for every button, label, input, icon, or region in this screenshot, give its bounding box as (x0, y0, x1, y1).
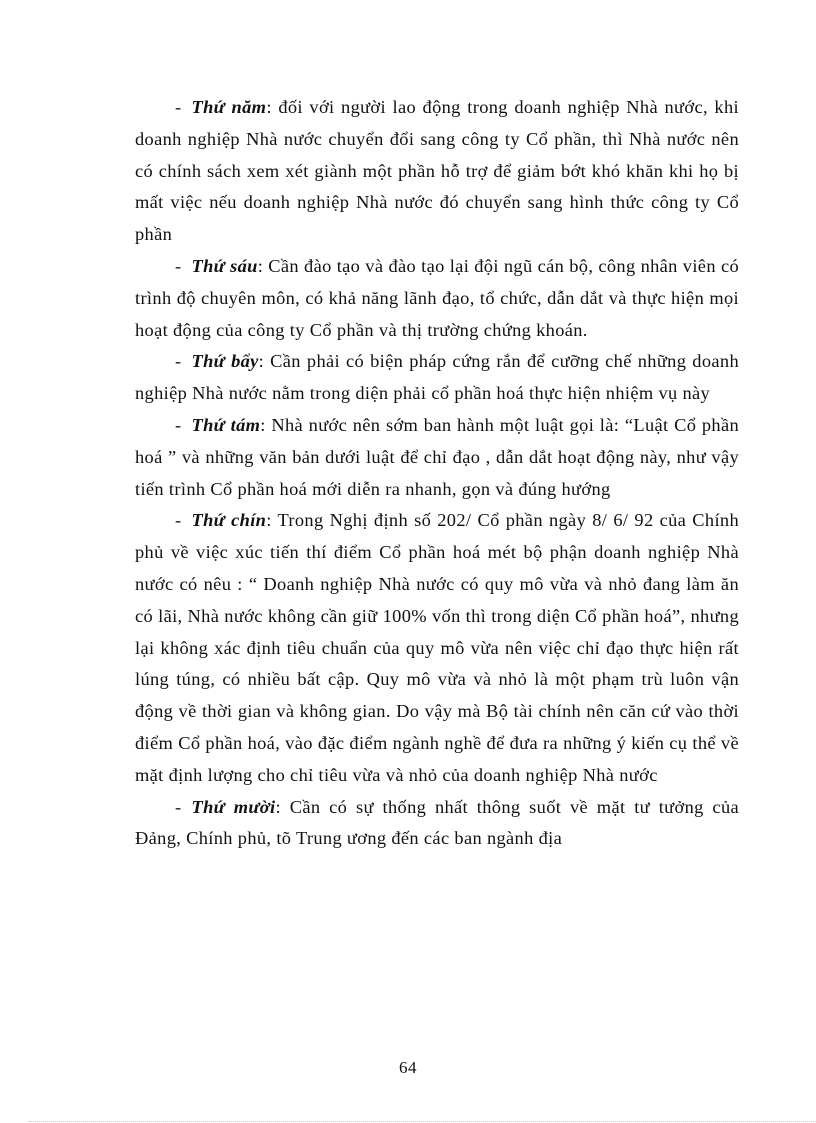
paragraph-text: : Cần có sự thống nhất thông suốt về mặt tư tưởng của Đảng, Chính phủ, tõ Trung ương đến các ban ngành địa (135, 796, 739, 849)
paragraph-thu-sau (135, 251, 739, 346)
list-dash: - (175, 255, 182, 276)
paragraph-thu-bay (135, 346, 739, 410)
list-dash: - (175, 510, 182, 531)
paragraph-thu-chin (135, 505, 739, 791)
paragraph-text: : đối với người lao động trong doanh nghiệp Nhà nước, khi doanh nghiệp Nhà nước chuyển đổi sang công ty Cổ phần, thì Nhà nước nên có chính sách xem xét giành một phần hỗ trợ để giảm bớt khó khăn khi họ bị mất việc nếu doanh nghiệp Nhà nước đó chuyển sang hình thức công ty Cổ phần (135, 97, 739, 245)
paragraph-thu-muoi (135, 792, 739, 856)
paragraph-lead: Thứ sáu (191, 255, 258, 276)
page-number: 64 (399, 1058, 417, 1077)
list-dash: - (175, 351, 182, 372)
list-dash: - (175, 97, 182, 117)
paragraph-text: : Cần đào tạo và đào tạo lại đội ngũ cán bộ, công nhân viên có trình độ chuyên môn, có khả năng lãnh đạo, tổ chức, dẫn dắt và thực hiện mọi hoạt động của công ty Cổ phần và thị trường chứng khoán. (135, 255, 740, 340)
body-text (135, 92, 739, 855)
list-dash: - (175, 414, 182, 435)
paragraph-text: : Trong Nghị định số 202/ Cổ phần ngày 8/ 6/ 92 của Chính phủ về việc xúc tiến thí điểm Cổ phần hoá mét bộ phận doanh nghiệp Nhà nước có nêu : “ Doanh nghiệp Nhà nước có quy mô vừa và nhỏ đang làm ăn có lãi, Nhà nước không cần giữ 100% vốn thì trong diện Cổ phần hoá”, nhưng lại không xác định tiêu chuẩn của quy mô vừa nên việc chỉ đạo thực hiện rất lúng túng, có nhiều bất cập. Quy mô vừa và nhỏ là một phạm trù luôn vận động về thời gian và không gian. Do vậy mà Bộ tài chính nên căn cứ vào thời điểm Cổ phần hoá, vào đặc điểm ngành nghề để đưa ra những ý kiến cụ thể về mặt định lượng cho chỉ tiêu vừa và nhỏ của doanh nghiệp Nhà nước (135, 510, 739, 785)
paragraph-thu-nam (135, 92, 739, 251)
paragraph-lead: Thứ bẩy (191, 351, 259, 372)
page-bottom-divider (28, 1121, 816, 1122)
paragraph-lead: Thứ tám (191, 414, 261, 435)
paragraph-text: : Nhà nước nên sớm ban hành một luật gọi là: “Luật Cổ phần hoá ” và những văn bản dưới luật để chỉ đạo , dẫn dắt hoạt động này, như vậy tiến trình Cổ phần hoá mới diễn ra nhanh, gọn và đúng hướng (135, 414, 739, 499)
paragraph-text: : Cần phải có biện pháp cứng rắn để cưỡng chế những doanh nghiệp Nhà nước nằm trong diện phải cổ phần hoá thực hiện nhiệm vụ này (135, 351, 739, 404)
paragraph-thu-tam (135, 410, 739, 505)
list-dash: - (175, 796, 182, 817)
paragraph-lead: Thứ mười (191, 796, 276, 817)
paragraph-lead: Thứ năm (191, 97, 267, 117)
paragraph-lead: Thứ chín (191, 510, 267, 531)
